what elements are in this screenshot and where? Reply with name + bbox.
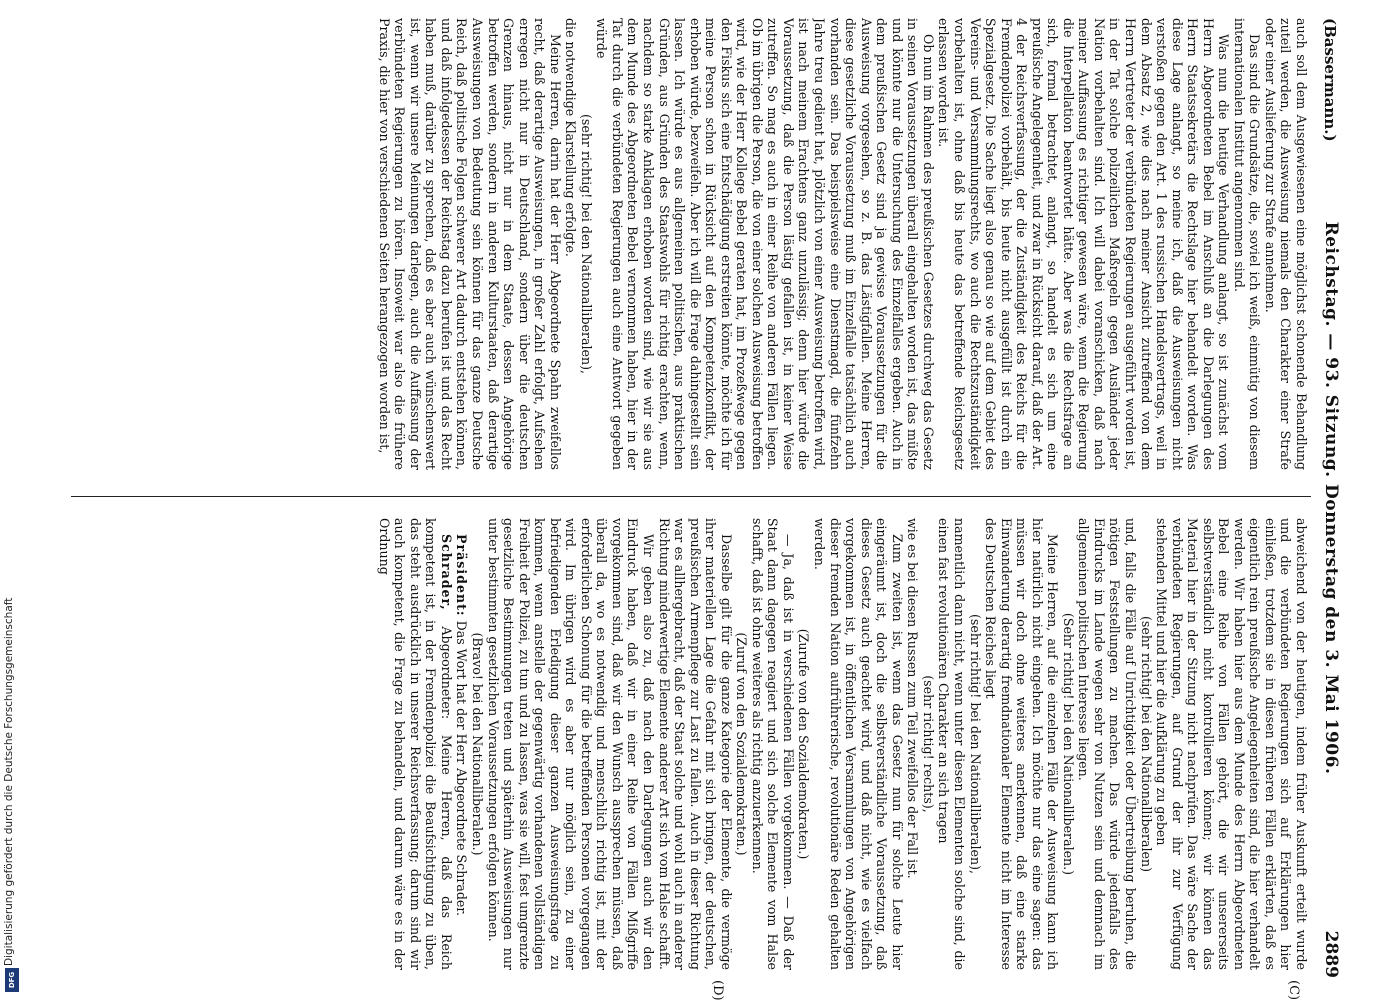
margin-marker-d: (D) [710,980,725,1001]
interjection: (sehr richtig! bei den Nationalliberalen) [1138,615,1154,872]
left-column [69,18,1309,470]
dfg-logo-text: DFG [8,971,16,989]
speech-text: Das Wort hat der Herr Abgeordnete Schrader. [454,620,470,917]
speaker-header: (Bassermann.) [1321,18,1339,142]
speech-text: Abgeordneter: Meine Herren, daß das Reich kompetent ist, in der Fremdenpolizei die Beaufsichtigung zu üben, das steht ausdrücklich in unserer Reichsverfassung; darum sind wir auch kompetent, die Frage zu behandeln, und darum wäre es in der Ordnung [376,518,454,970]
paragraph: abweichend von der heutigen, indem früher Auskunft erteilt wurde und die verbündeten Regierungen sich auf Erklärungen hier einließen, trotzdem sie in diesen früheren Fällen erklärten, daß es eigentlich rein preußische Angelegenheiten sind, die hier verhandelt werden. Wir haben hier aus dem Munde des Herrn Abgeordneten Bebel eine Reihe von Fällen gehört, die wir unsererseits selbstverständlich nicht kontrollieren können; wir können das Material hier in der Sitzung nicht nachprüfen. Das wäre Sache der verbündeten Regierungen, auf Grund der ihr zur Verfügung stehenden Mittel und hier die Aufklärung zu geben [1154,518,1309,970]
paragraph: auch soll dem Ausgewiesenen eine möglichst schonende Behandlung zuteil werden, die Ausweisung niemals den Charakter einer Strafe oder einer Auslieferung zur Strafe annehmen. [1262,18,1309,470]
paragraph: Das sind die Grundsätze, die, soviel ich weiß, einmütig von diesem internationalen Institut angenommen sind. [1231,18,1263,470]
paragraph: Wir geben also zu, daß nach den Darlegungen auch wir den Eindruck haben, daß wir in einer Reihe von Fällen Mißgriffe vorgekommen sind, daß wir den Wunsch aussprechen müssen, daß überall da, wo es notwendig und menschlich richtig ist, mit der erforderlichen Schonung für die betreffenden Personen vorgegangen wird. Im übrigen wird es aber nur möglich sein, zu einer befriedigenden Erledigung dieser ganzen Ausweisungsfrage zu kommen, wenn anstelle der gegenwärtig vorhandenen vollständigen Freiheit der Polizei, zu tun und zu lassen, was sie will, fest umgrenzte gesetzliche Bestimmungen treten und späterhin Ausweisungen nur unter bestimmten gesetzlichen Voraussetzungen erfolgen können. [485,518,657,970]
speaker-name: Schrader, [438,534,454,611]
schrader-paragraph [376,518,454,970]
speaker-name: Präsident: [454,534,470,617]
rotated-page-content [55,18,1345,1001]
paragraph: wie es bei diesen Russen zum Teil zweifellos der Fall ist. [905,518,921,879]
interjection: (sehr richtig! bei den Nationalliberalen), [578,113,594,375]
page-number: 2889 [1321,930,1341,978]
paragraph: Zum zweiten ist, wenn das Gesetz nun für solche Leute hier eingeräumt ist, doch die selbstverständliche Voraussetzung, daß dieses Gesetz auch geachtet wird, und daß nicht, wie es vielfach vorgekommen ist, in öffentlichen Versammlungen von Angehörigen dieser fremden Nation aufrührerische, revolutionäre Reden gehalten werden. [812,518,905,970]
column-divider [71,496,1311,497]
interjection: (sehr richtig! rechts), [920,675,936,813]
paragraph: und, falls die Fälle auf Unrichtigkeit oder Übertreibung beruhen, die nötigen Feststellungen zu machen. Das würde jedenfalls des Eindrucks im Lande wegen sehr von Nutzen sein und demnach im allgemeinen politischen Interesse liegen. [1076,518,1138,970]
paragraph: Ob nun im Rahmen des preußischen Gesetzes durchweg das Gesetz in seinen Voraussetzungen überall eingehalten worden ist, das müßte und könnte nur die Untersuchung des Einzelfalles ergeben. Auch in dem preußischen Gesetz sind ja gewisse Voraussetzungen für die Ausweisung vorgesehen, so z. B. das Lästigfallen. Meine Herren, diese gesetzliche Voraussetzung muß im Einzelfalle tatsächlich auch vorhanden sein. Das beispielsweise eine Dienstmagd, die fünfzehn Jahre treu gedient hat, plötzlich von einer Ausweisung betroffen wird, ist nach meinem Erachtens ganz unzulässig; denn hier würde die Voraussetzung, daß die Person lästig gefallen ist, in keiner Weise zutreffen. So mag es auch in einer Reihe von anderen Fällen liegen. Ob im übrigen die Person, die von einer solchen Ausweisung betroffen wird, wie der Herr Kollege Bebel geraten hat, im Prozeßwege gegen den Fiskus sich eine Entschädigung erstreiten könnte, möchte ich für meine Person schon in Rücksicht auf den Kompetenzkonflikt, der erhoben würde, bezweifeln. Aber ich will die Frage dahingestellt sein lassen. Ich würde es aus allgemeinen politischen, aus praktischen Gründen, aus Gründen des Staatswohls für richtig erachten, wenn, nachdem so starke Anklagen erhoben worden sind, wie wir sie aus dem Munde des Abgeordneten Bebel vernommen haben, hier in der Tat durch die verbündeten Regierungen auch eine Antwort gegeben würde [594,18,936,470]
interjection: (Bravo! bei den Nationalliberalen.) [470,632,486,856]
president-paragraph [454,518,470,970]
interjection: (Sehr richtig! bei den Nationalliberalen.) [1060,612,1076,876]
paragraph: — Ja, daß ist in verschiedenen Fällen vorgekommen. — Daß der Staat dann dagegen reagiert und sich solche Elemente vom Halse schafft, daß ist ohne weiteres als richtig anzuerkennen. [749,518,796,970]
right-column [69,518,1309,970]
funding-note: Digitalisierung gefördert durch die Deutsche Forschungsgemeinschaft [3,597,15,966]
paragraph: Was nun die heutige Verhandlung anlangt, so ist zunächst vom Herrn Abgeordneten Bebel im Anschluß an die Darlegungen des Herrn Staatssekretärs die Rechtslage hier behandelt worden. Was diese Lage anlangt, so meine ich, daß die Ausweisungen nicht verstoßen gegen den Art. 1 des russischen Handelsvertrags, weil in dem Absatz 2, wie dies nach meiner Ansicht zutreffend von dem Herrn Vertreter der verbündeten Regierungen ausgeführt worden ist, in der Tat solche polizeilichen Maßregeln gegen Ausländer jeder Nation vorbehalten sind. Ich will dabei voranschicken, daß nach meiner Auffassung es richtiger gewesen wäre, wenn die Regierung die Interpellation beantwortet hätte. Aber was die Rechtsfrage an sich, formal betrachtet, anlangt, so handelt es sich um eine preußische Angelegenheit, und zwar in Rücksicht darauf, daß der Art. 4 der Reichsverfassung, der die Zuständigkeit des Reichs für die Fremdenpolizei vorbehält, bis heute nicht ausgefüllt ist durch ein Spezialgesetz. Die Sache liegt also genau so wie auf dem Gebiet des Vereins- und Versammlungsrechts, wo auch die Rechtszuständigkeit vorbehalten ist, ohne daß bis heute das betreffende Reichsgesetz erlassen worden ist. [936,18,1232,470]
paragraph: Meine Herren, darin hat der Herr Abgeordnete Spahn zweifellos recht, daß derartige Ausweisungen, in großer Zahl erfolgt, Aufsehen erregen nicht nur in Deutschland, sondern über die deutschen Grenzen hinaus, nicht nur in dem Staate, dessen Angehörige betroffen werden, sondern in anderen Kulturstaaten, daß derartige Ausweisungen von Bedeutung sein können für das ganze Deutsche Reich, daß politische Folgen schwerer Art dadurch entstehen können, und daß infolgedessen der Reichstag dazu berufen ist und das Recht haben muß, darüber zu sprechen, daß es aber auch wünschenswert ist, wenn wir unsere Meinungen darlegen, auch die Auffassung der verbündeten Regierungen zu hören. Insoweit war also die frühere Praxis, die hier von verschiedenen Seiten herangezogen worden ist, [376,18,563,470]
digitization-footer [3,596,23,996]
interjection: (Zurufe von den Sozialdemokraten.) [796,628,812,860]
paragraph: Dasselbe gilt für die ganze Kategorie der Elemente, die vermöge ihrer materiellen Lage die Gefahr mit sich bringen, der deutschen, preußischen Armenpflege zur Last zu fallen. Auch in dieser Richtung war es allhergebracht, daß der Staat solche und wohl auch in anderer Richtung minderwertige Elemente anderer Art sich vom Halse schafft. [656,518,734,970]
interjection: (sehr richtig! bei den Nationalliberalen), [967,613,983,875]
interjection: (Zuruf von den Sozialdemokraten.) [734,632,750,856]
page-header [1315,18,1345,978]
paragraph: die notwendige Klarstellung erfolgte. [563,18,579,257]
dfg-logo [5,968,19,992]
paragraph: namentlich dann nicht, wenn unter diesen Elementen solche sind, die einen fast revolutionären Charakter an sich tragen [936,518,967,970]
paragraph: Meine Herren, auf die einzelnen Fälle der Ausweisung kann ich hier natürlich nicht eingehen. Ich möchte nur das eine sagen: das müssen wir doch ohne weiteres anerkennen, daß eine starke Einwanderung derartig fremdnationaler Elemente nicht im Interesse des Deutschen Reiches liegt [983,518,1061,970]
running-title: Reichstag. — 93. Sitzung. Donnerstag den 3. Mai 1906. [1321,221,1341,775]
margin-marker-c: (C) [1286,980,1301,1001]
